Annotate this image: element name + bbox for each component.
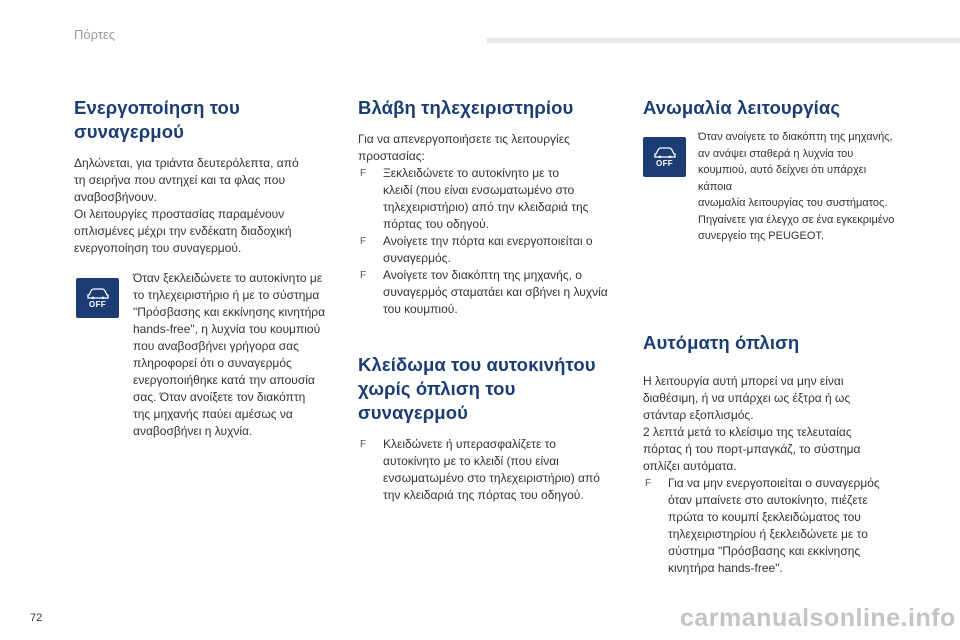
alarm-off-icon xyxy=(643,137,686,177)
page-number: 72 xyxy=(30,612,43,624)
off-label: OFF xyxy=(89,299,106,309)
bullet-arrow-icon: F xyxy=(360,270,367,281)
alarm-activation-text: Δηλώνεται, για τριάντα δευτερόλεπτα, από τη σειρήνα που αντηχεί και τα φλας που αναβοσβήνουν. Οι λειτουργίες προστασίας παραμένουν οπλισμένες μέχρι την ενδέκατη διαδοχική ενεργοποίηση του συναγερμού. xyxy=(74,156,299,255)
car-icon xyxy=(653,147,677,158)
watermark: carmanualsonline.info xyxy=(680,604,956,632)
off-label: OFF xyxy=(656,158,673,168)
alarm-led-text: Όταν ξεκλειδώνετε το αυτοκίνητο με το τηλεχειριστήριο ή με το σύστημα "Πρόσβασης και εκκίνησης κινητήρα hands-free", η λυχνία του κουμπιού που αναβοσβήνει γρήγορα σας πληροφορεί ότι ο συναγερμός ενεργοποιήθηκε κατά την απουσία σας. Όταν ανοίξετε τον διακόπτη της μηχανής παύει αμέσως να αναβοσβήνει η λυχνία. xyxy=(133,271,326,438)
list-item: F Ξεκλειδώνετε το αυτοκίνητο με το κλειδί (που είναι ενσωματωμένο στο τηλεχειριστήριο) από την κλειδαριά της πόρτας του οδηγού. xyxy=(360,166,589,231)
column-remote-failure xyxy=(358,96,610,504)
malfunction-text: Όταν ανοίγετε το διακόπτη της μηχανής, αν ανάψει σταθερά η λυχνία του κουμπιού, αυτό δείχνει ότι υπάρχει κάποια ανωμαλία λειτουργίας του συστήματος. Πηγαίνετε για έλεγχο σε ένα εγκεκριμένο συνεργείο της PEUGEOT. xyxy=(698,131,895,242)
heading-automatic-arming: Αυτόματη όπλιση xyxy=(643,331,800,353)
automatic-arming-steps xyxy=(643,475,903,577)
column-alarm-activation xyxy=(74,96,326,440)
header-divider xyxy=(487,38,960,43)
alarm-led-note xyxy=(74,270,326,440)
alarm-off-icon xyxy=(76,278,119,318)
remote-failure-intro: Για να απενεργοποιήσετε τις λειτουργίες προστασίας: xyxy=(358,132,570,163)
list-item: F Κλειδώνετε ή υπερασφαλίζετε το αυτοκίνητο με το κλειδί (που είναι ενσωματωμένο στο τηλεχειριστήριο) από την κλειδαριά της πόρτας του οδηγού. xyxy=(360,437,600,502)
list-item: F Για να μην ενεργοποιείται ο συναγερμός όταν μπαίνετε στο αυτοκίνητο, πιέζετε πρώτα το κουμπί ξεκλειδώματος του τηλεχειριστηρίου ή ξεκλειδώνετε με το σύστημα "Πρόσβασης και εκκίνησης κινητήρα hands-free". xyxy=(645,475,880,575)
malfunction-note xyxy=(643,129,903,245)
bullet-arrow-icon: F xyxy=(360,168,367,179)
remote-failure-steps xyxy=(358,165,610,318)
list-item: F Ανοίγετε την πόρτα και ενεργοποιείται ο συναγερμός. xyxy=(360,234,593,265)
bullet-arrow-icon: F xyxy=(360,439,367,450)
lock-without-alarm-steps xyxy=(358,436,610,504)
automatic-arming-text: Η λειτουργία αυτή μπορεί να μην είναι διαθέσιμη, ή να υπάρχει ως έξτρα ή ως στάνταρ εξοπλισμός. 2 λεπτά μετά το κλείσιμο της τελευταίας πόρτας ή του πορτ-μπαγκάζ, το σύστημα οπλίζει αυτόματα. xyxy=(643,373,861,473)
heading-remote-failure: Βλάβη τηλεχειριστηρίου xyxy=(358,97,574,118)
heading-lock-without-alarm: Κλείδωμα του αυτοκινήτου χωρίς όπλιση του συναγερμού xyxy=(358,354,596,423)
heading-alarm-activation: Ενεργοποίηση του συναγερμού xyxy=(74,97,240,142)
column-malfunction xyxy=(643,96,903,577)
bullet-arrow-icon: F xyxy=(645,477,652,489)
car-icon xyxy=(86,288,110,299)
section-title: Πόρτες xyxy=(74,27,116,42)
bullet-arrow-icon: F xyxy=(360,236,367,247)
heading-malfunction: Ανωμαλία λειτουργίας xyxy=(643,97,841,118)
list-item: F Ανοίγετε τον διακόπτη της μηχανής, ο συναγερμός σταματάει και σβήνει η λυχνία του κουμπιού. xyxy=(360,268,608,316)
